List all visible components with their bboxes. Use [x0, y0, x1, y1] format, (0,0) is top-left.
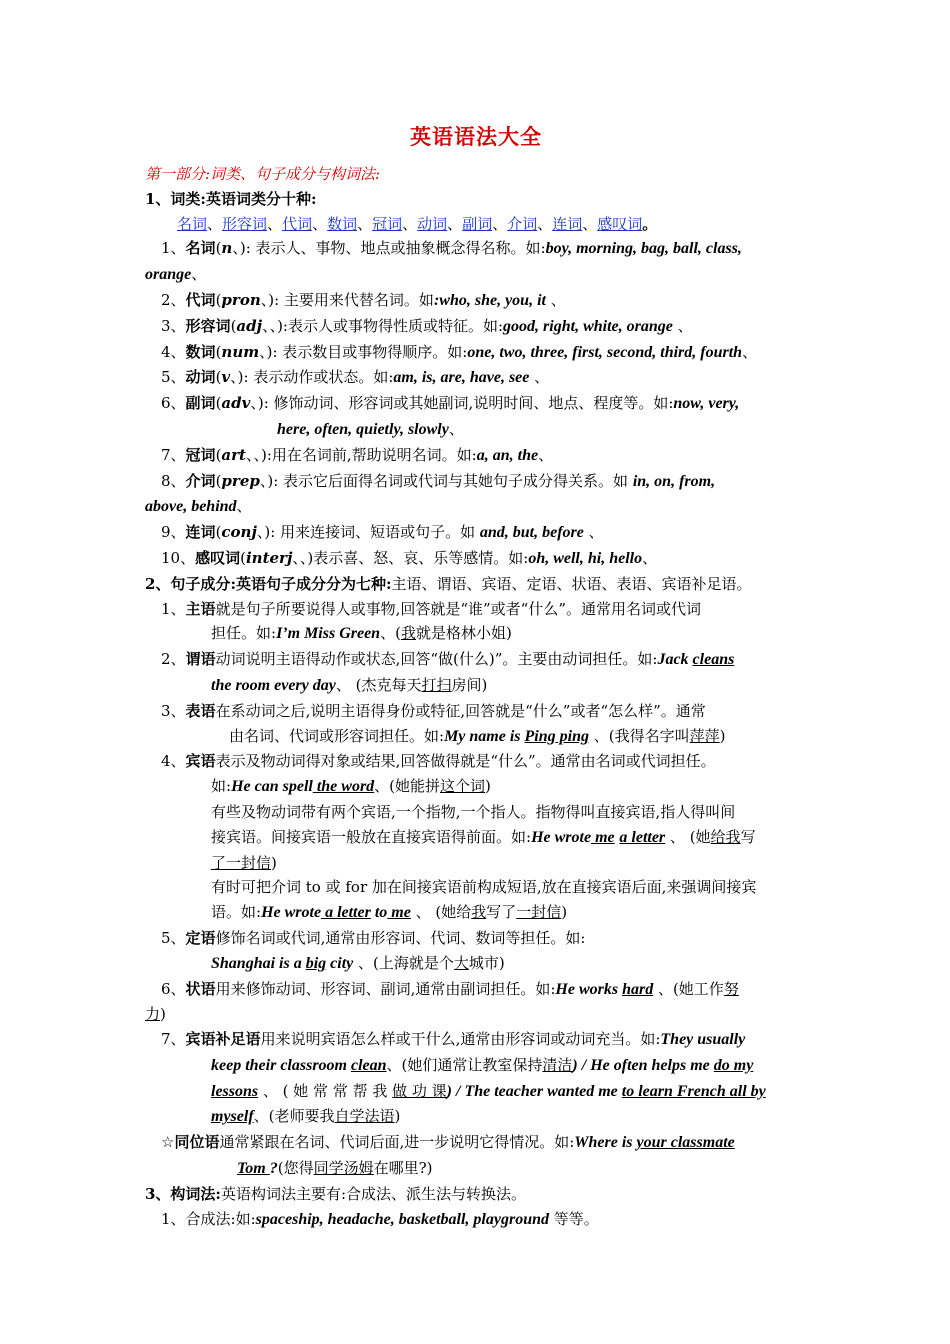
element-adverbial-cont: 力): [145, 1005, 166, 1024]
word-class-item: 3、形容词(adj、、):表示人或事物得性质或特征。如:good, right, white, orange 、: [161, 316, 693, 335]
element-appositive: ☆同位语通常紧跟在名词、代词后面,进一步说明它得情况。如:Where is your classmate: [161, 1133, 735, 1152]
link-separator: 、: [357, 214, 373, 233]
word-class-link[interactable]: 形容词: [222, 214, 268, 233]
word-class-link[interactable]: 代词: [282, 214, 313, 233]
element-subject-cont: 担任。如:I’m Miss Green、(我就是格林小姐): [211, 624, 512, 643]
link-separator: 、: [402, 214, 418, 233]
section-heading-word-formation: 3、构词法:英语构词法主要有:合成法、派生法与转换法。: [145, 1184, 527, 1203]
link-separator: 。: [642, 214, 658, 233]
element-complement-l4: myself、(老师要我自学法语): [211, 1107, 401, 1126]
element-complement-l3: lessons 、 ( 她 常 常 帮 我 做 功 课) / The teacher wanted me to learn French all by: [211, 1081, 766, 1100]
word-class-item-cont: above, behind、: [145, 497, 252, 516]
element-predicative: 3、表语在系动词之后,说明主语得身份或特征,回答就是“什么”或者“怎么样”。通常: [161, 701, 706, 720]
section-heading-sentence-elements: 2、句子成分:英语句子成分分为七种:主语、谓语、宾语、定语、状语、表语、宾语补足语。: [145, 574, 752, 593]
element-attribute: 5、定语修饰名词或代词,通常由形容词、代词、数词等担任。如:: [161, 928, 586, 947]
word-class-link[interactable]: 名词: [177, 214, 208, 233]
link-separator: 、: [492, 214, 508, 233]
element-object-p2b: 接宾语。间接宾语一般放在直接宾语得前面。如:He wrote me a letter 、 (她给我写: [211, 827, 756, 846]
element-adverbial: 6、状语用来修饰动词、形容词、副词,通常由副词担任。如:He works hard 、(她工作努: [161, 979, 739, 998]
word-class-item-cont: orange、: [145, 265, 207, 284]
word-class-link[interactable]: 介词: [507, 214, 538, 233]
word-class-item: 10、感叹词(interj、、)表示喜、怒、哀、乐等感情。如:oh, well, hi, hello、: [161, 548, 658, 567]
word-class-item: 8、介词(prep、): 表示它后面得名词或代词与其她句子成分得关系。如 in, on, from,: [161, 471, 716, 490]
word-class-link[interactable]: 冠词: [372, 214, 403, 233]
link-separator: 、: [537, 214, 553, 233]
element-predicative-cont: 由名词、代词或形容词担任。如:My name is Ping ping 、(我得名字叫萍萍): [229, 726, 726, 745]
document-page: [145, 118, 807, 1232]
element-complement: 7、宾语补足语用来说明宾语怎么样或干什么,通常由形容词或动词充当。如:They usually: [161, 1030, 746, 1049]
word-class-item: 6、副词(adv、): 修饰动词、形容词或其她副词,说明时间、地点、程度等。如:now, very,: [161, 394, 740, 413]
word-class-item: 7、冠词(art、、):用在名词前,帮助说明名词。如:a, an, the、: [161, 445, 554, 464]
element-appositive-cont: Tom ?(您得同学汤姆在哪里?): [237, 1159, 433, 1178]
element-complement-l2: keep their classroom clean、(她们通常让教室保持清洁) / He often helps me do my: [211, 1055, 754, 1074]
element-object-p3a: 有时可把介词 to 或 for 加在间接宾语前构成短语,放在直接宾语后面,来强调间接宾: [211, 878, 757, 897]
word-class-links: [145, 212, 807, 237]
word-class-link[interactable]: 连词: [552, 214, 583, 233]
document-title: 英语语法大全: [410, 124, 542, 149]
link-separator: 、: [312, 214, 328, 233]
word-class-item: 2、代词(pron、): 主要用来代替名词。如:who, she, you, it 、: [161, 290, 566, 309]
element-object-p3b: 语。如:He wrote a letter to me 、 (她给我写了一封信): [211, 903, 568, 922]
word-class-link[interactable]: 副词: [462, 214, 493, 233]
word-class-link[interactable]: 感叹词: [597, 214, 643, 233]
element-object-p2a: 有些及物动词带有两个宾语,一个指物,一个指人。指物得叫直接宾语,指人得叫间: [211, 802, 736, 821]
word-class-item: 1、名词(n、): 表示人、事物、地点或抽象概念得名称。如:boy, morning, bag, ball, class,: [161, 239, 742, 258]
word-class-link[interactable]: 数词: [327, 214, 358, 233]
element-object: 4、宾语表示及物动词得对象或结果,回答做得就是“什么”。通常由名词或代词担任。: [161, 752, 716, 771]
element-predicate: 2、谓语动词说明主语得动作或状态,回答“做(什么)”。主要由动词担任。如:Jack cleans: [161, 650, 735, 669]
word-class-item: 9、连词(conj、): 用来连接词、短语或句子。如 and, but, before 、: [161, 523, 604, 542]
part-heading: 第一部分:词类、句子成分与构词法:: [145, 165, 381, 183]
link-separator: 、: [267, 214, 283, 233]
section-heading-word-classes: 1、词类:英语词类分十种:: [145, 189, 317, 208]
link-separator: 、: [447, 214, 463, 233]
element-predicate-cont: the room every day、 (杰克每天打扫房间): [211, 675, 488, 694]
element-attribute-cont: Shanghai is a big city 、(上海就是个大城市): [211, 953, 505, 972]
word-class-link[interactable]: 动词: [417, 214, 448, 233]
word-class-item-cont: here, often, quietly, slowly、: [277, 419, 464, 438]
word-formation-compound: 1、合成法:如:spaceship, headache, basketball, playground 等等。: [161, 1209, 599, 1228]
element-object-p2c: 了一封信): [211, 853, 277, 872]
word-class-item: 4、数词(num、): 表示数目或事物得顺序。如:one, two, three, first, second, third, fourth、: [161, 342, 758, 361]
element-subject: 1、主语就是句子所要说得人或事物,回答就是“谁”或者“什么”。通常用名词或代词: [161, 599, 702, 618]
link-separator: 、: [582, 214, 598, 233]
link-separator: 、: [207, 214, 223, 233]
word-class-list: [145, 236, 807, 571]
element-object-ex1: 如:He can spell the word、(她能拼这个词): [211, 777, 491, 796]
word-class-item: 5、动词(v、): 表示动作或状态。如:am, is, are, have, see 、: [161, 368, 550, 387]
